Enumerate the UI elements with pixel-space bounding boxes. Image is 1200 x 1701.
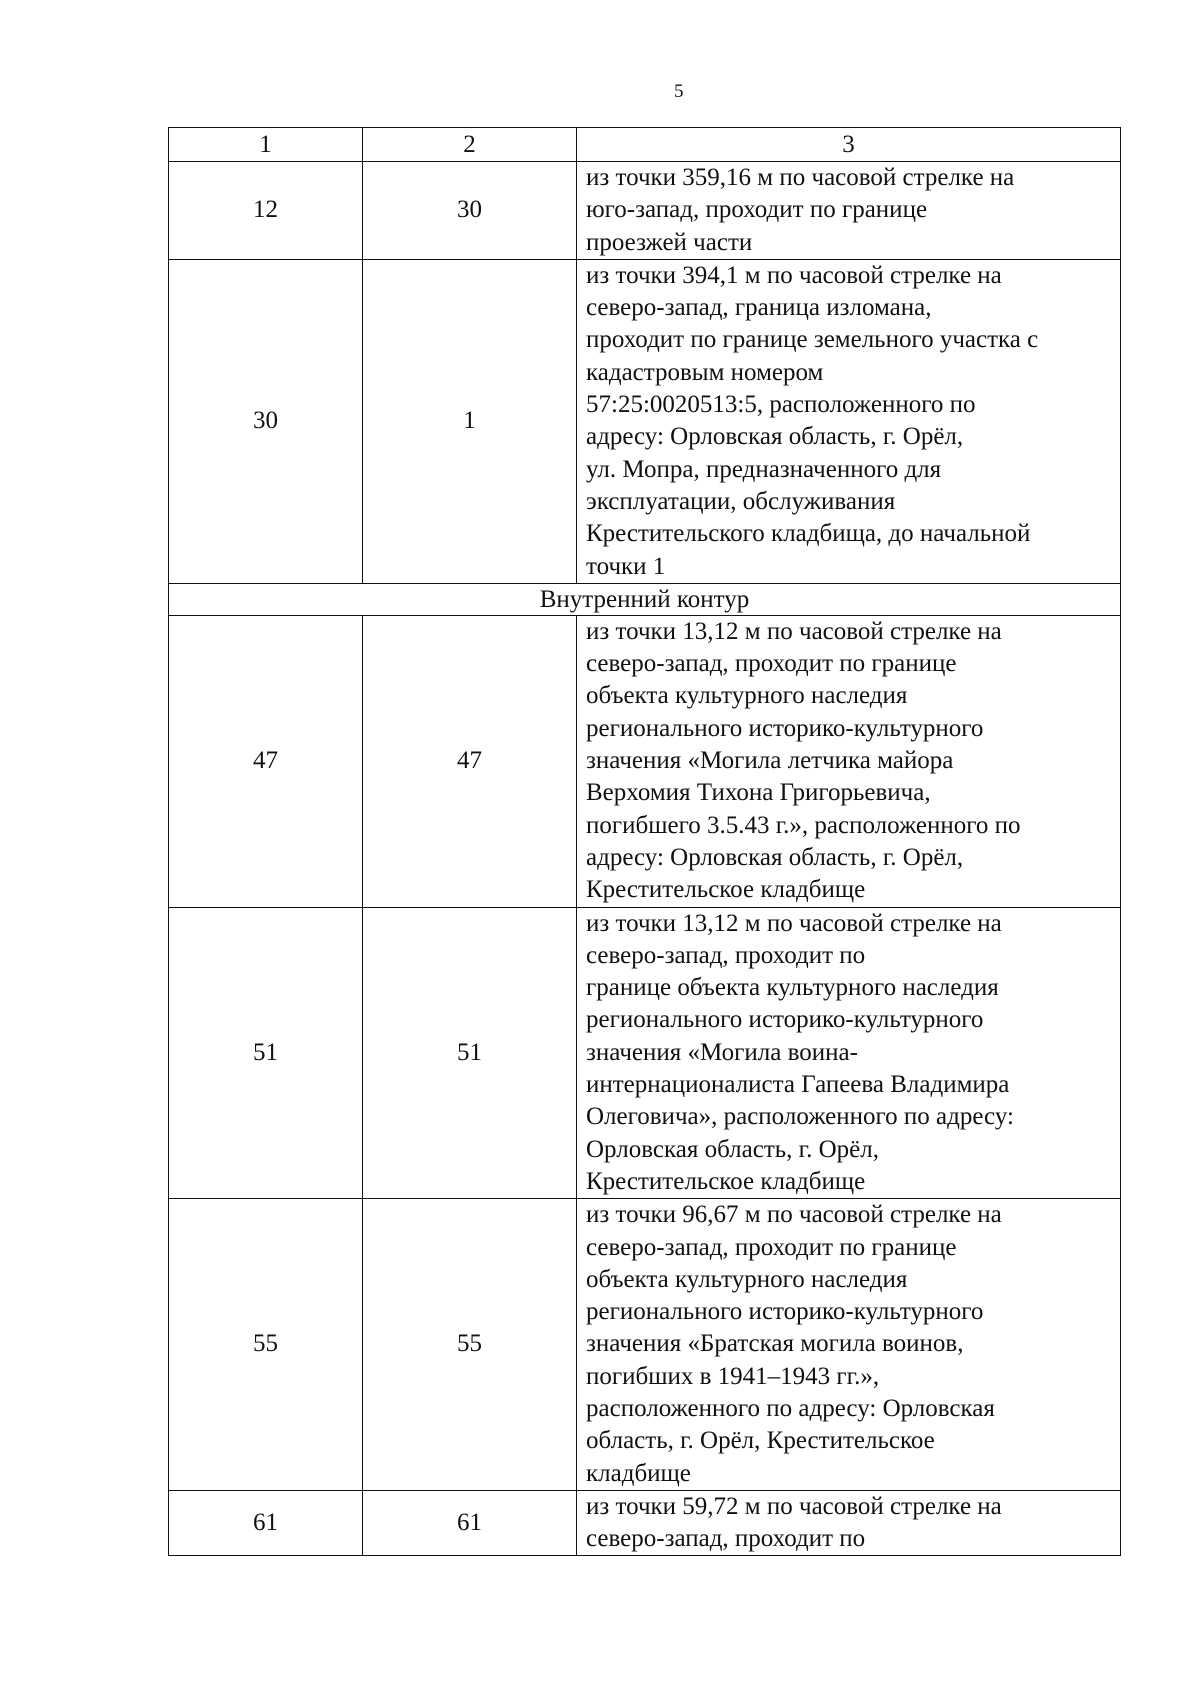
boundary-description: из точки 59,72 м по часовой стрелке на северо-запад, проходит по: [577, 1490, 1121, 1556]
point-from: 30: [169, 259, 363, 583]
table-row: [169, 259, 1121, 583]
column-header-1: 1: [169, 128, 363, 162]
point-from: 61: [169, 1490, 363, 1556]
table-header-row: [169, 128, 1121, 162]
point-to: 55: [363, 1199, 577, 1491]
point-from: 51: [169, 907, 363, 1199]
boundary-description: из точки 13,12 м по часовой стрелке на северо-запад, проходит по границе объекта культурного наследия регионального историко-культурного значения «Могила воина- интернационалиста Гапеева Владимира Олеговича», расположенного по адресу: Орловская область, г. Орёл, Крестительское кладбище: [577, 907, 1121, 1199]
boundary-description: из точки 13,12 м по часовой стрелке на северо-запад, проходит по границе объекта культурного наследия регионального историко-культурного значения «Могила летчика майора Верхомия Тихона Григорьевича, погибшего 3.5.43 г.», расположенного по адресу: Орловская область, г. Орёл, Крестительское кладбище: [577, 615, 1121, 907]
table-row: [169, 162, 1121, 260]
table-row: [169, 907, 1121, 1199]
table-row: [169, 1199, 1121, 1491]
boundary-description: из точки 394,1 м по часовой стрелке на северо-запад, граница изломана, проходит по границе земельного участка с кадастровым номером 57:25:0020513:5, расположенного по адресу: Орловская область, г. Орёл, ул. Мопра, предназначенного для эксплуатации, обслуживания Крестительского кладбища, до начальной точки 1: [577, 259, 1121, 583]
table-row: [169, 615, 1121, 907]
boundary-description: из точки 359,16 м по часовой стрелке на юго-запад, проходит по границе проезжей части: [577, 162, 1121, 260]
point-to: 30: [363, 162, 577, 260]
point-from: 47: [169, 615, 363, 907]
column-header-3: 3: [577, 128, 1121, 162]
point-to: 1: [363, 259, 577, 583]
section-title: Внутренний контур: [169, 583, 1121, 615]
column-header-2: 2: [363, 128, 577, 162]
boundary-description: из точки 96,67 м по часовой стрелке на северо-запад, проходит по границе объекта культурного наследия регионального историко-культурного значения «Братская могила воинов, погибших в 1941–1943 гг.», расположенного по адресу: Орловская область, г. Орёл, Крестительское кладбище: [577, 1199, 1121, 1491]
boundary-table: [168, 127, 1121, 1556]
point-to: 61: [363, 1490, 577, 1556]
section-row: [169, 583, 1121, 615]
point-from: 55: [169, 1199, 363, 1491]
point-to: 51: [363, 907, 577, 1199]
table-row: [169, 1490, 1121, 1556]
point-from: 12: [169, 162, 363, 260]
point-to: 47: [363, 615, 577, 907]
page-number: 5: [674, 81, 684, 102]
